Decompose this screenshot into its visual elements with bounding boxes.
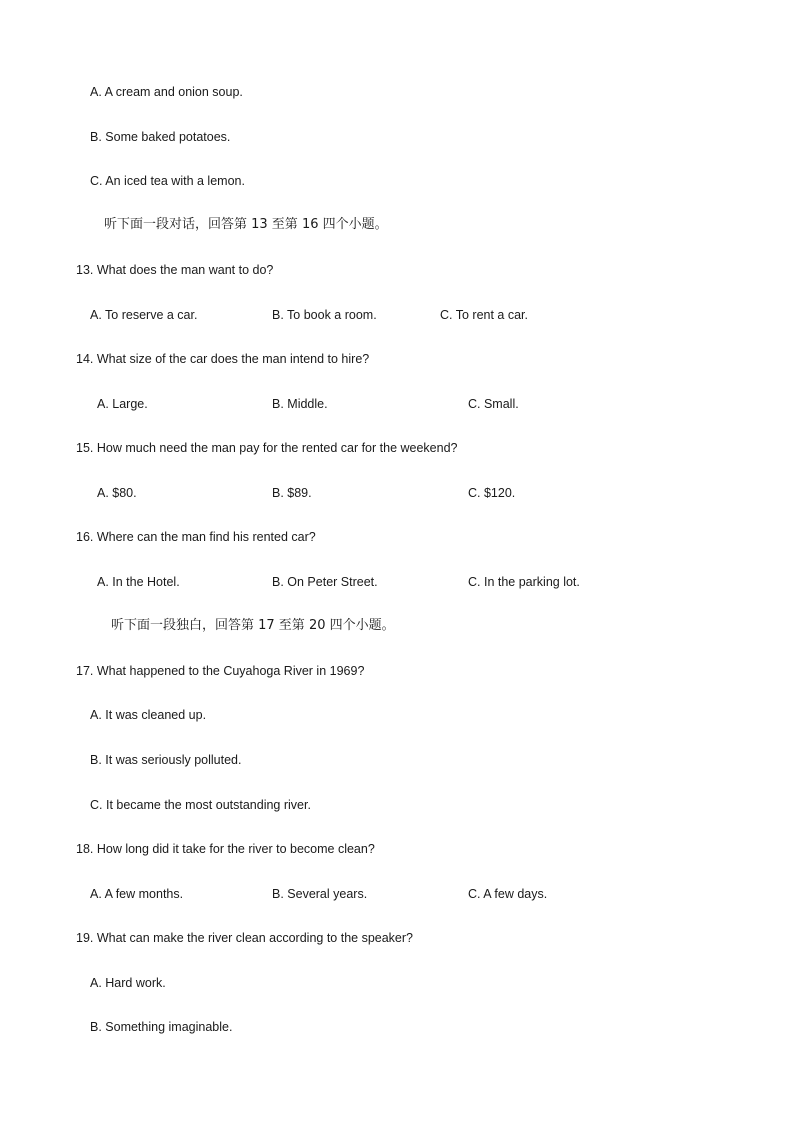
- q13-question: 13. What does the man want to do?: [76, 263, 274, 277]
- q17-option-b: B. It was seriously polluted.: [90, 753, 242, 767]
- q18-option-b: B. Several years.: [272, 887, 368, 901]
- q19-option-b: B. Something imaginable.: [90, 1020, 233, 1034]
- q14-option-a: A. Large.: [97, 397, 148, 411]
- q15-option-a: A. $80.: [97, 486, 137, 500]
- q16-option-b: B. On Peter Street.: [272, 575, 378, 589]
- q19-question: 19. What can make the river clean according to the speaker?: [76, 931, 413, 945]
- q17-option-c: C. It became the most outstanding river.: [90, 798, 311, 812]
- q15-option-b: B. $89.: [272, 486, 312, 500]
- q16-option-a: A. In the Hotel.: [97, 575, 180, 589]
- q18-question: 18. How long did it take for the river to become clean?: [76, 842, 375, 856]
- q16-option-c: C. In the parking lot.: [468, 575, 580, 589]
- q14-option-c: C. Small.: [468, 397, 519, 411]
- q13-option-a: A. To reserve a car.: [90, 308, 198, 322]
- q15-question: 15. How much need the man pay for the rented car for the weekend?: [76, 441, 458, 455]
- section-instruction-17-20: 听下面一段独白，回答第 17 至第 20 四个小题。: [111, 618, 395, 633]
- section-instruction-13-16: 听下面一段对话，回答第 13 至第 16 四个小题。: [104, 217, 388, 232]
- q17-question: 17. What happened to the Cuyahoga River in 1969?: [76, 664, 365, 678]
- q12-option-c: C. An iced tea with a lemon.: [90, 174, 245, 188]
- q17-option-a: A. It was cleaned up.: [90, 708, 207, 722]
- q13-option-c: C. To rent a car.: [440, 308, 529, 322]
- q19-option-a: A. Hard work.: [90, 976, 166, 990]
- q16-question: 16. Where can the man find his rented car?: [76, 530, 316, 544]
- q12-option-a: A. A cream and onion soup.: [90, 85, 243, 99]
- q13-option-b: B. To book a room.: [272, 308, 377, 322]
- q18-option-c: C. A few days.: [468, 887, 548, 901]
- q15-option-c: C. $120.: [468, 486, 516, 500]
- q12-option-b: B. Some baked potatoes.: [90, 130, 231, 144]
- q18-option-a: A. A few months.: [90, 887, 184, 901]
- q14-option-b: B. Middle.: [272, 397, 328, 411]
- q14-question: 14. What size of the car does the man intend to hire?: [76, 352, 370, 366]
